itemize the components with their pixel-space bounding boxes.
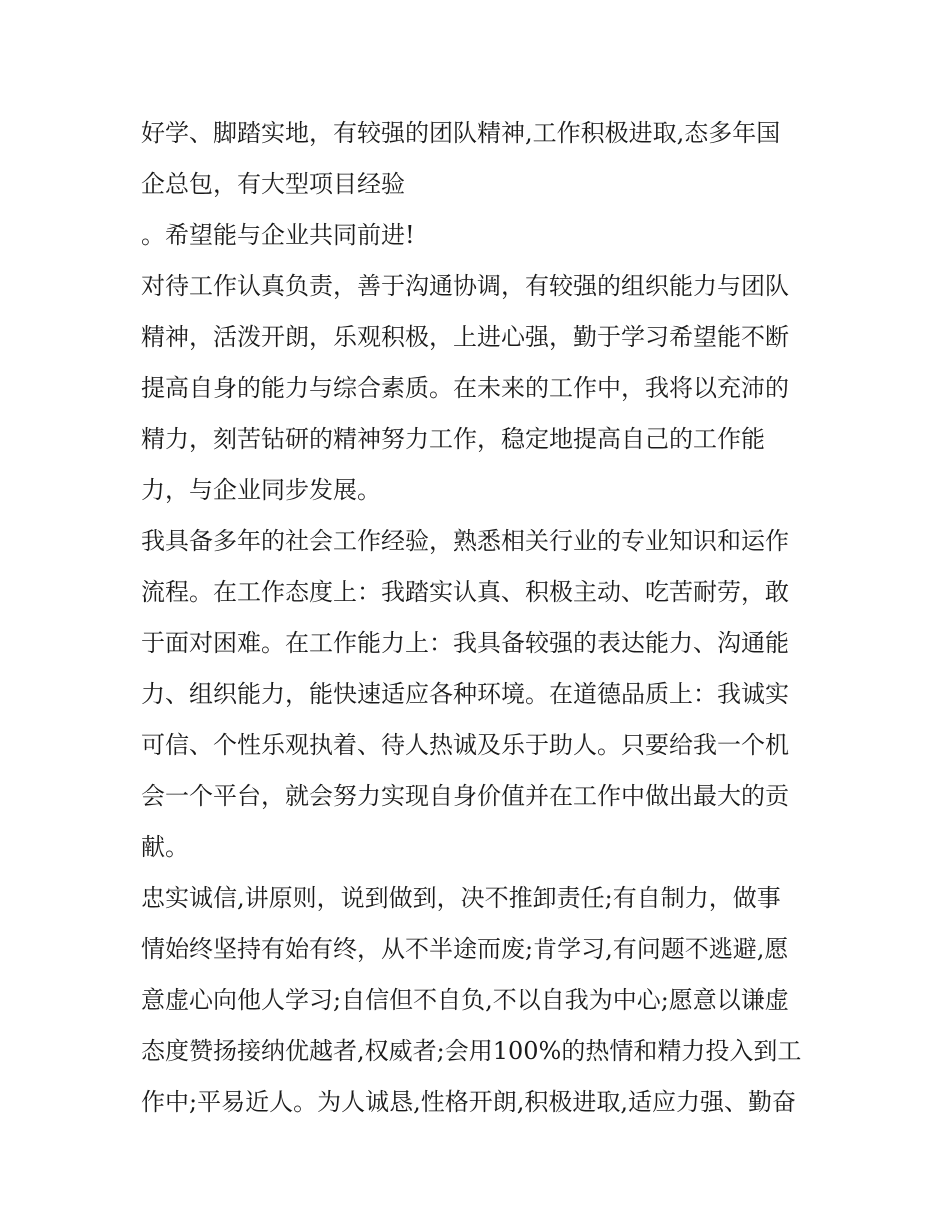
text-line-20: 作中;平易近人。为人诚恳,性格开朗,积极进取,适应力强、勤奋: [141, 1088, 796, 1116]
text-line-13: 可信、个性乐观执着、待人热诚及乐于助人。只要给我一个机: [141, 731, 789, 759]
text-line-4: 对待工作认真负责，善于沟通协调，有较强的组织能力与团队: [141, 272, 789, 300]
text-line-6: 提高自身的能力与综合素质。在未来的工作中，我将以充沛的: [141, 374, 789, 402]
text-line-7: 精力，刻苦钻研的精神努力工作，稳定地提高自己的工作能: [141, 425, 765, 453]
text-line-8: 力，与企业同步发展。: [141, 476, 381, 504]
text-line-11: 于面对困难。在工作能力上：我具备较强的表达能力、沟通能: [141, 629, 789, 657]
text-line-5: 精神，活泼开朗，乐观积极，上进心强，勤于学习希望能不断: [141, 323, 789, 351]
text-line-9: 我具备多年的社会工作经验，熟悉相关行业的专业知识和运作: [141, 527, 789, 555]
text-line-10: 流程。在工作态度上：我踏实认真、积极主动、吃苦耐劳，敢: [141, 578, 789, 606]
text-line-12: 力、组织能力，能快速适应各种环境。在道德品质上：我诚实: [141, 680, 789, 708]
text-line-15: 献。: [141, 833, 189, 861]
document-body-text: [141, 108, 821, 1128]
text-line-14: 会一个平台，就会努力实现自身价值并在工作中做出最大的贡: [141, 782, 789, 810]
text-line-19: 态度赞扬接纳优越者,权威者;会用100%的热情和精力投入到工: [141, 1037, 802, 1065]
text-line-1: 好学、脚踏实地，有较强的团队精神,工作积极进取,态多年国: [141, 119, 781, 147]
text-line-3: 。希望能与企业共同前进!: [141, 221, 415, 249]
text-line-2: 企总包，有大型项目经验: [141, 170, 405, 198]
text-line-17: 情始终坚持有始有终，从不半途而废;肯学习,有问题不逃避,愿: [141, 935, 789, 963]
text-line-18: 意虚心向他人学习;自信但不自负,不以自我为中心;愿意以谦虚: [141, 986, 789, 1014]
text-line-16: 忠实诚信,讲原则，说到做到，决不推卸责任;有自制力，做事: [141, 884, 781, 912]
